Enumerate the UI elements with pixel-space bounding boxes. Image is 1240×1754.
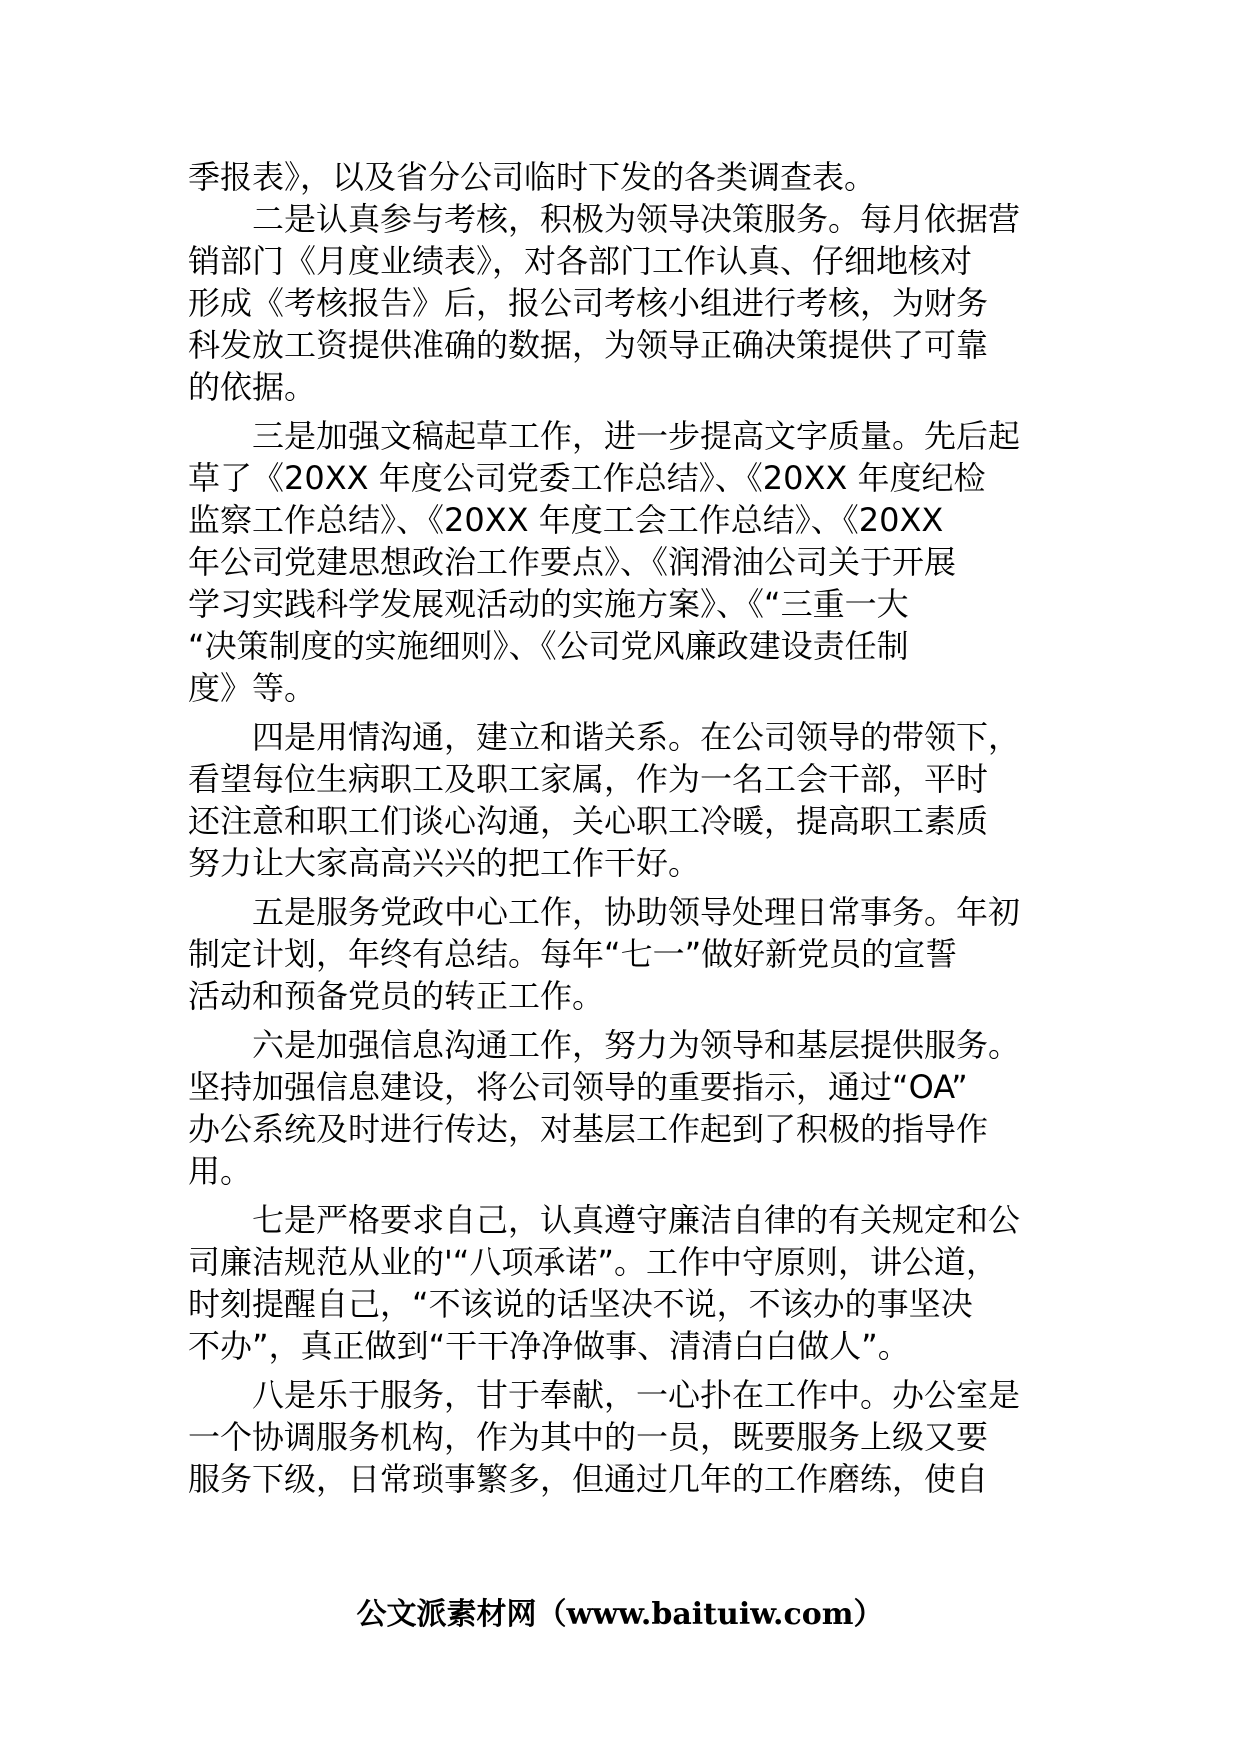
text-line: 五是服务党政中心工作，协助领导处理日常事务。年初: [188, 893, 1021, 931]
text-line: 销部门《月度业绩表》，对各部门工作认真、仔细地核对: [188, 242, 973, 280]
text-line: 坚持加强信息建设，将公司领导的重要指示，通过“OA”: [188, 1068, 968, 1106]
text-line: 看望每位生病职工及职工家属，作为一名工会干部，平时: [188, 760, 989, 798]
text-line: 四是用情沟通，建立和谐关系。在公司领导的带领下，: [188, 718, 1021, 756]
text-line: 二是认真参与考核，积极为领导决策服务。每月依据营: [188, 200, 1021, 238]
text-line: 年公司党建思想政治工作要点》、《润滑油公司关于开展: [188, 543, 957, 581]
text-line: 七是严格要求自己，认真遵守廉洁自律的有关规定和公: [188, 1201, 1021, 1239]
text-line: 监察工作总结》、《20XX 年度工会工作总结》、《20XX: [188, 501, 944, 539]
text-line: 时刻提醒自己，“不该说的话坚决不说，不该办的事坚决: [188, 1285, 973, 1323]
text-line: 办公系统及时进行传达，对基层工作起到了积极的指导作: [188, 1110, 989, 1148]
text-line: 服务下级，日常琐事繁多，但通过几年的工作磨练，使自: [188, 1460, 989, 1498]
text-line: 草了《20XX 年度公司党委工作总结》、《20XX 年度纪检: [188, 459, 986, 497]
text-line: 的依据。: [188, 368, 317, 406]
text-line: 八是乐于服务，甘于奉献，一心扑在工作中。办公室是: [188, 1376, 1021, 1414]
text-line: 用。: [188, 1152, 253, 1190]
text-line: 六是加强信息沟通工作，努力为领导和基层提供服务。: [188, 1026, 1021, 1064]
text-line: 季报表》，以及省分公司临时下发的各类调查表。: [188, 158, 877, 196]
text-line: 一个协调服务机构，作为其中的一员，既要服务上级又要: [188, 1418, 989, 1456]
text-line: 努力让大家高高兴兴的把工作干好。: [188, 844, 701, 882]
footer-watermark: 公文派素材网（www.baituiw.com）: [356, 1597, 884, 1632]
text-line: 形成《考核报告》后，报公司考核小组进行考核，为财务: [188, 284, 989, 322]
text-line: 三是加强文稿起草工作，进一步提高文字质量。先后起: [188, 417, 1021, 455]
text-line: 制定计划，年终有总结。每年“七一”做好新党员的宣誓: [188, 935, 958, 973]
text-line: 不办”，真正做到“干干净净做事、清清白白做人”。: [188, 1327, 910, 1365]
text-line: 司廉洁规范从业的'“八项承诺”。工作中守原则，讲公道，: [188, 1243, 998, 1281]
text-line: 学习实践科学发展观活动的实施方案》、《“三重一大: [188, 585, 909, 623]
text-line: 度》等。: [188, 669, 317, 707]
text-line: 还注意和职工们谈心沟通，关心职工冷暖，提高职工素质: [188, 802, 989, 840]
text-line: “决策制度的实施细则》、《公司党风廉政建设责任制: [188, 627, 909, 665]
text-line: 活动和预备党员的转正工作。: [188, 977, 605, 1015]
text-line: 科发放工资提供准确的数据，为领导正确决策提供了可靠: [188, 326, 989, 364]
